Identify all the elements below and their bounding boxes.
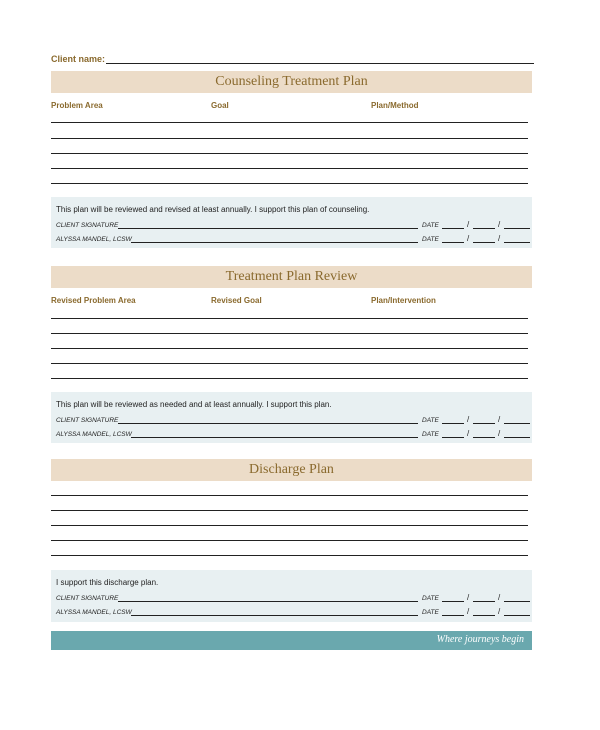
client-name-field[interactable] xyxy=(106,63,534,64)
date-month-field[interactable] xyxy=(442,228,464,229)
date-day-field[interactable] xyxy=(473,615,495,616)
signature-box xyxy=(51,570,532,622)
date-year-field[interactable] xyxy=(504,228,530,229)
date-label: DATE xyxy=(422,609,439,616)
agreement-statement: This plan will be reviewed and revised at least annually. I support this plan of counseling. xyxy=(56,205,370,214)
column-header-problem-area: Problem Area xyxy=(51,101,103,110)
write-line[interactable] xyxy=(51,153,528,154)
date-separator: / xyxy=(467,220,470,229)
agreement-statement: I support this discharge plan. xyxy=(56,578,159,587)
counselor-signature-field[interactable] xyxy=(131,437,418,438)
date-year-field[interactable] xyxy=(504,601,530,602)
write-line[interactable] xyxy=(51,138,528,139)
date-separator: / xyxy=(467,607,470,616)
client-signature-field[interactable] xyxy=(118,228,418,229)
counselor-signature-label: ALYSSA MANDEL, LCSW xyxy=(56,236,132,243)
write-line[interactable] xyxy=(51,122,528,123)
write-line[interactable] xyxy=(51,510,528,511)
date-day-field[interactable] xyxy=(473,242,495,243)
column-header-plan-method: Plan/Method xyxy=(371,101,419,110)
section-title-treatment-plan-review: Treatment Plan Review xyxy=(51,266,532,288)
counselor-signature-label: ALYSSA MANDEL, LCSW xyxy=(56,431,132,438)
column-header-plan-intervention: Plan/Intervention xyxy=(371,296,436,305)
date-separator: / xyxy=(467,429,470,438)
date-day-field[interactable] xyxy=(473,423,495,424)
footer-tagline: Where journeys begin xyxy=(436,634,524,645)
write-line[interactable] xyxy=(51,183,528,184)
column-header-revised-goal: Revised Goal xyxy=(211,296,262,305)
date-month-field[interactable] xyxy=(442,423,464,424)
date-label: DATE xyxy=(422,431,439,438)
write-line[interactable] xyxy=(51,348,528,349)
counselor-signature-field[interactable] xyxy=(131,242,418,243)
date-year-field[interactable] xyxy=(504,242,530,243)
date-separator: / xyxy=(498,234,501,243)
date-month-field[interactable] xyxy=(442,437,464,438)
date-day-field[interactable] xyxy=(473,228,495,229)
signature-box xyxy=(51,197,532,248)
date-label: DATE xyxy=(422,222,439,229)
date-day-field[interactable] xyxy=(473,437,495,438)
agreement-statement: This plan will be reviewed as needed and at least annually. I support this plan. xyxy=(56,400,332,409)
date-year-field[interactable] xyxy=(504,423,530,424)
date-separator: / xyxy=(498,429,501,438)
write-line[interactable] xyxy=(51,318,528,319)
date-separator: / xyxy=(467,415,470,424)
write-line[interactable] xyxy=(51,378,528,379)
date-label: DATE xyxy=(422,236,439,243)
client-signature-field[interactable] xyxy=(118,601,418,602)
date-month-field[interactable] xyxy=(442,615,464,616)
date-label: DATE xyxy=(422,417,439,424)
write-line[interactable] xyxy=(51,168,528,169)
date-separator: / xyxy=(467,234,470,243)
client-name-label: Client name: xyxy=(51,54,106,64)
counselor-signature-label: ALYSSA MANDEL, LCSW xyxy=(56,609,132,616)
date-month-field[interactable] xyxy=(442,601,464,602)
date-label: DATE xyxy=(422,595,439,602)
client-signature-label: CLIENT SIGNATURE xyxy=(56,222,119,229)
column-header-revised-problem-area: Revised Problem Area xyxy=(51,296,136,305)
date-separator: / xyxy=(467,593,470,602)
write-line[interactable] xyxy=(51,555,528,556)
date-month-field[interactable] xyxy=(442,242,464,243)
client-signature-label: CLIENT SIGNATURE xyxy=(56,417,119,424)
section-title-counseling-treatment-plan: Counseling Treatment Plan xyxy=(51,71,532,93)
write-line[interactable] xyxy=(51,525,528,526)
write-line[interactable] xyxy=(51,363,528,364)
client-signature-label: CLIENT SIGNATURE xyxy=(56,595,119,602)
date-year-field[interactable] xyxy=(504,615,530,616)
date-separator: / xyxy=(498,220,501,229)
section-title-discharge-plan: Discharge Plan xyxy=(51,459,532,481)
write-line[interactable] xyxy=(51,540,528,541)
date-year-field[interactable] xyxy=(504,437,530,438)
date-separator: / xyxy=(498,607,501,616)
date-day-field[interactable] xyxy=(473,601,495,602)
client-signature-field[interactable] xyxy=(118,423,418,424)
date-separator: / xyxy=(498,593,501,602)
signature-box xyxy=(51,392,532,443)
write-line[interactable] xyxy=(51,495,528,496)
write-line[interactable] xyxy=(51,333,528,334)
footer-bar xyxy=(51,631,532,650)
date-separator: / xyxy=(498,415,501,424)
column-header-goal: Goal xyxy=(211,101,229,110)
counselor-signature-field[interactable] xyxy=(131,615,418,616)
